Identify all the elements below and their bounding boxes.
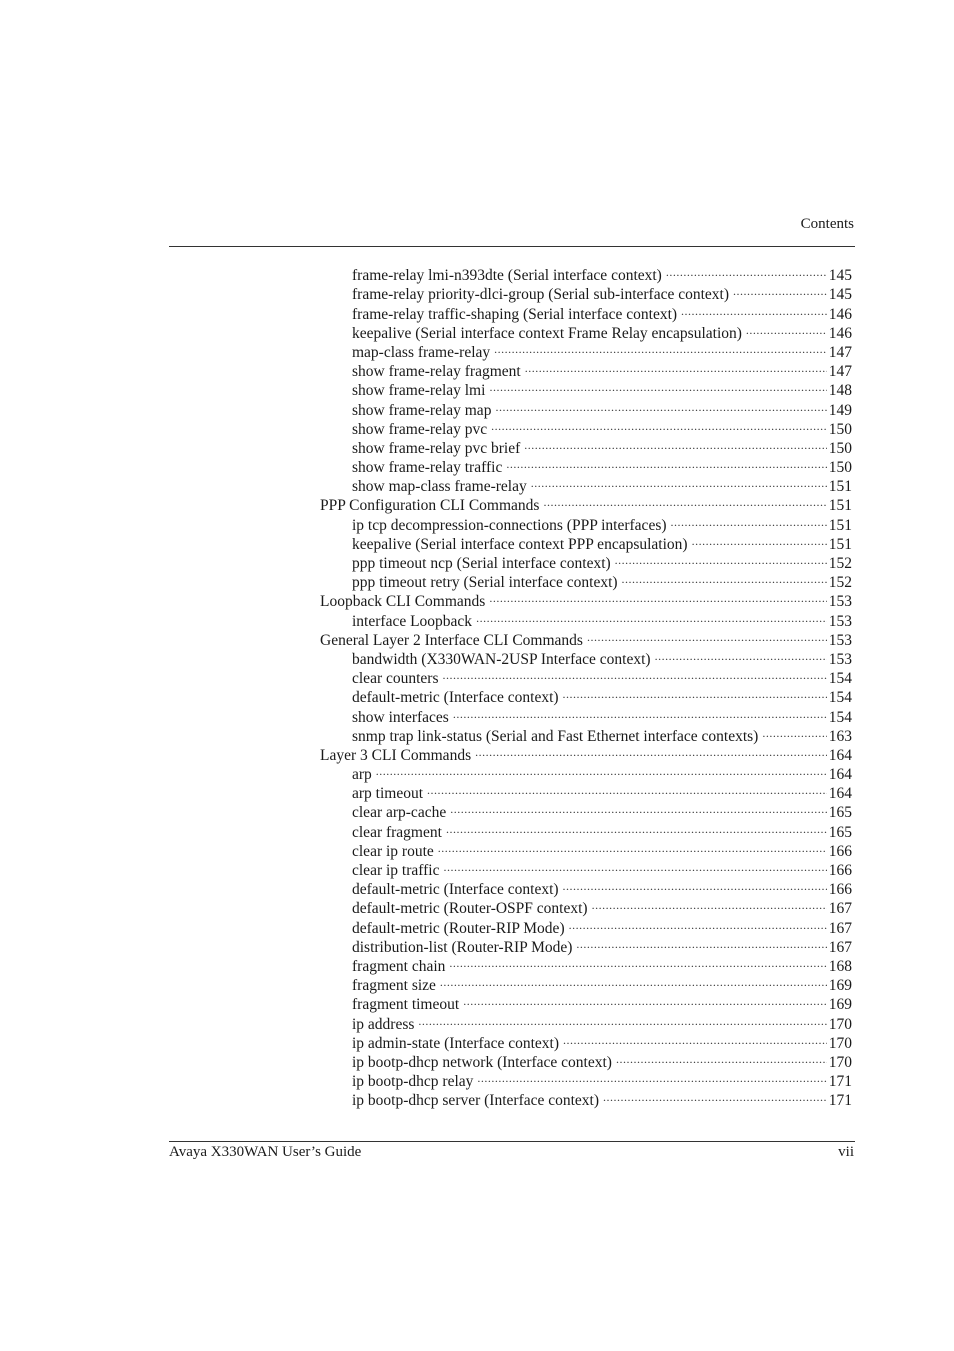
dot-leader [524, 434, 826, 453]
toc-entry-title: Layer 3 CLI Commands [320, 746, 472, 764]
dot-leader [525, 357, 827, 376]
dot-leader [376, 760, 827, 779]
toc-entry-title: fragment chain [352, 957, 446, 975]
toc-entry-page: 148 [828, 382, 852, 400]
toc-entry-title: ppp timeout retry (Serial interface context) [352, 574, 618, 592]
toc-entry-title: keepalive (Serial interface context PPP encapsulation) [352, 535, 688, 553]
toc-entry-page: 168 [828, 957, 852, 975]
toc-entry-title: frame-relay traffic-shaping (Serial interface context) [352, 305, 678, 323]
dot-leader [563, 1029, 827, 1048]
dot-leader [489, 587, 826, 606]
toc-entry-page: 154 [828, 708, 852, 726]
toc-entry-title: ip bootp-dhcp relay [352, 1073, 474, 1091]
toc-entry-page: 151 [828, 516, 852, 534]
dot-leader [506, 453, 826, 472]
dot-leader [438, 837, 827, 856]
dot-leader [450, 798, 827, 817]
toc-entry-title: frame-relay priority-dlci-group (Serial sub-interface context) [352, 286, 729, 304]
toc-entry-title: map-class frame-relay [352, 343, 491, 361]
toc-entry-title: General Layer 2 Interface CLI Commands [320, 631, 583, 649]
dot-leader [443, 664, 827, 683]
toc-entry-title: show interfaces [352, 708, 449, 726]
dot-leader [476, 606, 827, 625]
toc-entry-page: 170 [828, 1015, 852, 1033]
toc-entry-page: 153 [828, 631, 852, 649]
dot-leader [449, 952, 826, 971]
toc-entry-title: fragment timeout [352, 996, 460, 1014]
toc-entry-page: 154 [828, 689, 852, 707]
toc-entry-title: PPP Configuration CLI Commands [320, 497, 540, 515]
toc-entry-page: 153 [828, 650, 852, 668]
toc-entry-page: 153 [828, 593, 852, 611]
dot-leader [587, 626, 827, 645]
toc-entry-page: 146 [828, 305, 852, 323]
dot-leader [531, 472, 827, 491]
dot-leader [463, 990, 827, 1009]
toc-entry-page: 164 [828, 746, 852, 764]
toc-entry-page: 171 [828, 1092, 852, 1110]
toc-entry-title: keepalive (Serial interface context Frame Relay encapsulation) [352, 324, 742, 342]
dot-leader [615, 549, 827, 568]
dot-leader [494, 338, 827, 357]
dot-leader [671, 510, 827, 529]
toc-entry-page: 164 [828, 766, 852, 784]
toc-entry-page: 146 [828, 324, 852, 342]
toc-entry-title: show frame-relay lmi [352, 382, 486, 400]
toc-entry-title: Loopback CLI Commands [320, 593, 486, 611]
toc-entry-title: ppp timeout ncp (Serial interface context) [352, 555, 611, 572]
footer-rule [169, 1141, 855, 1142]
dot-leader [563, 875, 827, 894]
dot-leader [616, 1048, 827, 1067]
toc-entry-page: 147 [828, 343, 852, 361]
dot-leader [681, 299, 827, 318]
dot-leader [592, 894, 827, 913]
toc-entry-title: clear arp-cache [352, 804, 447, 822]
toc-entry-page: 167 [828, 919, 852, 937]
dot-leader [418, 1009, 826, 1028]
toc-entry-title: clear fragment [352, 823, 442, 841]
toc-entry-page: 150 [828, 439, 852, 457]
toc-entry-page: 154 [828, 670, 852, 688]
toc-entry-page: 151 [828, 497, 852, 515]
dot-leader [692, 530, 827, 549]
toc-entry-page: 164 [828, 785, 852, 803]
toc-entry-page: 167 [828, 938, 852, 956]
toc-entry-title: snmp trap link-status (Serial and Fast Ethernet interface contexts) [352, 727, 759, 745]
toc-entry-page: 145 [828, 267, 852, 285]
toc-subentry[interactable] [320, 261, 852, 285]
toc-entry-page: 170 [828, 1053, 852, 1071]
dot-leader [569, 913, 827, 932]
toc-entry-page: 166 [828, 842, 852, 860]
dot-leader [746, 319, 827, 338]
toc-entry-page: 169 [828, 977, 852, 995]
toc-entry-page: 149 [828, 401, 852, 419]
dot-leader [563, 683, 827, 702]
toc-entry-title: distribution-list (Router-RIP Mode) [352, 938, 573, 956]
toc-entry-title: show frame-relay map [352, 401, 492, 419]
toc-entry-page: 152 [828, 555, 852, 572]
footer-title: Avaya X330WAN User’s Guide [169, 1144, 362, 1160]
toc-entry-page: 150 [828, 459, 852, 477]
toc-entry-title: frame-relay lmi-n393dte (Serial interface context) [352, 267, 662, 285]
toc-entry-title: default-metric (Router-OSPF context) [352, 900, 588, 918]
toc-entry-title: clear ip route [352, 842, 434, 860]
toc-entry-title: fragment size [352, 977, 436, 995]
dot-leader [733, 280, 827, 299]
dot-leader [576, 933, 826, 952]
toc-entry-page: 151 [828, 478, 852, 496]
dot-leader [655, 645, 827, 664]
toc-entry-page: 152 [828, 574, 852, 592]
toc-entry-title: interface Loopback [352, 612, 473, 630]
toc-entry-page: 147 [828, 363, 852, 381]
toc-entry-title: show frame-relay pvc [352, 420, 488, 438]
toc-entry-title: show map-class frame-relay [352, 478, 527, 496]
toc-entry-page: 169 [828, 996, 852, 1014]
toc-entry-page: 163 [828, 727, 852, 745]
dot-leader [543, 491, 826, 510]
toc-entry-page: 150 [828, 420, 852, 438]
dot-leader [495, 395, 826, 414]
toc-entry-page: 153 [828, 612, 852, 630]
table-of-contents [320, 261, 852, 1110]
toc-entry-title: default-metric (Interface context) [352, 881, 559, 899]
toc-subentry[interactable] [320, 760, 852, 784]
toc-entry-title: ip admin-state (Interface context) [352, 1034, 559, 1052]
toc-entry-page: 165 [828, 804, 852, 822]
toc-entry-page: 151 [828, 535, 852, 553]
toc-entry-title: show frame-relay fragment [352, 363, 521, 381]
dot-leader [603, 1086, 827, 1105]
toc-entry-title: clear ip traffic [352, 862, 440, 879]
toc-entry-title: ip bootp-dhcp server (Interface context) [352, 1092, 600, 1110]
toc-entry-title: ip address [352, 1015, 415, 1033]
dot-leader [444, 856, 827, 875]
toc-entry-title: ip bootp-dhcp network (Interface context) [352, 1053, 612, 1071]
running-head: Contents [800, 216, 854, 232]
toc-entry-title: arp timeout [352, 785, 424, 803]
dot-leader [475, 741, 827, 760]
toc-entry-page: 166 [828, 862, 852, 879]
toc-entry-title: clear counters [352, 670, 439, 688]
dot-leader [453, 702, 827, 721]
toc-subentry[interactable] [320, 779, 852, 803]
toc-entry-page: 166 [828, 881, 852, 899]
toc-entry-page: 167 [828, 900, 852, 918]
dot-leader [622, 568, 827, 587]
toc-entry-title: ip tcp decompression-connections (PPP interfaces) [352, 516, 667, 534]
toc-entry-title: default-metric (Interface context) [352, 689, 559, 707]
toc-entry-title: arp [352, 766, 372, 784]
toc-entry-page: 145 [828, 286, 852, 304]
toc-entry-title: bandwidth (X330WAN-2USP Interface context) [352, 650, 651, 668]
dot-leader [491, 415, 827, 434]
dot-leader [477, 1067, 826, 1086]
dot-leader [446, 817, 827, 836]
toc-entry-page: 165 [828, 823, 852, 841]
toc-entry-title: show frame-relay traffic [352, 459, 503, 477]
toc-entry-page: 170 [828, 1034, 852, 1052]
toc-entry-title: show frame-relay pvc brief [352, 439, 521, 457]
header-rule [169, 246, 855, 247]
toc-entry-title: default-metric (Router-RIP Mode) [352, 919, 565, 937]
dot-leader [489, 376, 826, 395]
dot-leader [440, 971, 827, 990]
toc-entry-page: 171 [828, 1073, 852, 1091]
footer-page-number: vii [838, 1144, 854, 1160]
dot-leader [666, 261, 827, 280]
dot-leader [762, 722, 826, 741]
dot-leader [427, 779, 827, 798]
